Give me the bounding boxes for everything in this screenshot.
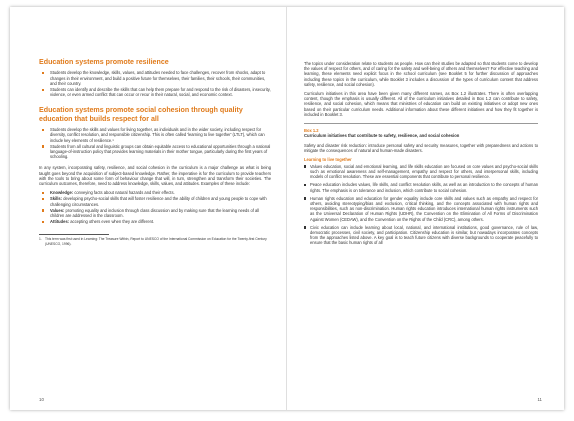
example-term: Knowledge: — [50, 190, 74, 196]
box-intro: Safety and disaster risk reduction: introduce personal safety and security measures, together with preparedness and actions to mitigate the consequences of natural and human-made disasters. — [304, 143, 538, 154]
heading-social-cohesion: Education systems promote social cohesion through quality education that builds respect for all — [39, 106, 243, 123]
box-label: Box 1.2 — [304, 128, 319, 134]
list-item: Human rights education and education for gender equality include core skills and values such as empathy and respect for others, avoiding stereotyping/bias and exclusion, critical thinking, and the concepts associated with human rights and responsibilities, such as non-discrimination. Human rights education introduces international human rights instruments such as the Universal Declaration of Human Rights (UDHR), the Convention on the Elimination of All Forms of Discrimination Against Women (CEDAW), and the Convention on the Rights of the Child (CRC), among others. — [304, 196, 538, 222]
example-text: promoting equality and inclusion through class discussion and by making sure that the learning needs of all children are addressed in the classroom. — [50, 207, 260, 219]
example-term: Attitudes: — [50, 219, 70, 225]
heading-resilience: Education systems promote resilience — [39, 58, 169, 66]
list-item: Students develop the skills and values for living together, as individuals and in the wider society, including respect for diversity, conflict resolution, and responsible citizenship. This is often called 'learning to live together' (LTLT), which can include key elements of resilience.¹ — [39, 127, 271, 143]
list-item — [39, 208, 271, 218]
list-item — [39, 190, 271, 195]
example-text: conveying facts about natural hazards and their effects. — [73, 190, 175, 196]
book-spread — [10, 7, 564, 410]
example-term: Skills: — [50, 196, 63, 202]
body-paragraph: In any system, incorporating safety, resilience, and social cohesion in the curriculum is a major challenge as what is being taught goes beyond the acquisition of subject-based knowledge. Rather, the imperative is for the curriculum to provide teachers with the tools to bring about some form of behaviour change that will, in turn, strengthen and transform their societies. The curriculum outcomes, therefore, need to address knowledge, skills, values, and attitudes. Examples of these include: — [39, 165, 271, 187]
list-item: Students can identify and describe the skills that can help them prepare for and respond to the risk of disasters, insecurity, violence, or even armed conflict that can occur or recur in their natural, social, and economic context. — [39, 87, 271, 97]
box-title: Curriculum initiatives that contribute to safety, resilience, and social cohesion — [304, 133, 460, 139]
social-cohesion-bullets — [39, 127, 271, 159]
box-1-2 — [304, 123, 538, 246]
example-text: accepting others even when they are different. — [69, 219, 155, 225]
page-number-left: 10 — [39, 397, 44, 402]
list-item: Peace education includes values, life skills, and conflict resolution skills, as well as an introduction to the concepts of human rights. The emphasis is on tolerance and inclusion, which contribute to social cohesion. — [304, 182, 538, 192]
list-item: Civic education can include learning about local, national, and international institutions, good governance, rule of law, democratic processes, civil society, and participation. Citizenship education is similar, but nowadays incorporates concepts from the approaches listed above. A key goal is to teach future citizens with diverse backgrounds to cooperate peacefully to ensure that the basic human rights of all — [304, 225, 538, 246]
left-page-content — [39, 58, 271, 246]
list-item: Students develop the knowledge, skills, values, and attitudes needed to face challenges, recover from shocks, adapt to changes in their environment, and build a positive future for themselves, their families, their schools, their communities, and their country. — [39, 70, 271, 86]
example-term: Values: — [50, 207, 65, 213]
body-paragraph: Curriculum initiatives in this area have been given many different names, as Box 1.2 illustrates. There is often overlapping content, though the emphasis is usually different. All of the curriculum initiatives detailed in Box 1.2 can contribute to safety, resilience, and social cohesion, which means that ministries of education can build on existing initiatives or adopt new ones based on their particular curriculum needs. Additional information about these different initiatives and how they fit together is included in Booklet 3. — [304, 91, 538, 117]
footnote-text: This term was first used in Learning: The Treasure Within, Report to UNESCO of the International Commission on Education for the Twenty-first Century (UNESCO, 1996). — [45, 237, 267, 246]
example-text: developing psycho-social skills that will foster resilience and the ability of children and young people to cope with challenging circumstances. — [50, 196, 267, 207]
resilience-bullets — [39, 70, 271, 97]
footnote-number: 1. — [39, 237, 42, 242]
box-subheading: Learning to live together — [304, 156, 352, 162]
page-number-right: 11 — [537, 397, 542, 402]
list-item — [39, 196, 271, 206]
footnote-divider — [39, 234, 109, 235]
box-initiatives-list — [304, 164, 538, 246]
list-item — [39, 219, 271, 224]
list-item: Values education, social and emotional learning, and life skills education are focused on core values and psycho-social skills such as emotional awareness and self-management, empathy and respect for others, and interpersonal skills, including models of conflict resolution. These are essential components that contribute to personal resilience. — [304, 164, 538, 180]
right-page-content — [304, 61, 538, 249]
footnote — [39, 237, 271, 245]
list-item: Students from all cultural and linguistic groups can obtain equitable access to educational opportunities through a national language-of-instruction policy that provides learning materials in their mother tongue, particularly during the first years of schooling. — [39, 144, 271, 160]
body-paragraph: The topics under consideration relate to students as people. How can their studies be adapted so that students come to develop the values of respect for others, and of caring for the safety and well-being of others and themselves? For effective teaching and learning, these elements need explicit focus in the school curriculum (see Booklet 5 for further discussion of approaches including these topics in the curriculum, while Booklet 3 includes a discussion of the types of curriculum content that address safety, resilience, and social cohesion). — [304, 61, 538, 87]
examples-list — [39, 190, 271, 224]
left-page — [10, 7, 287, 410]
right-page — [287, 7, 564, 410]
